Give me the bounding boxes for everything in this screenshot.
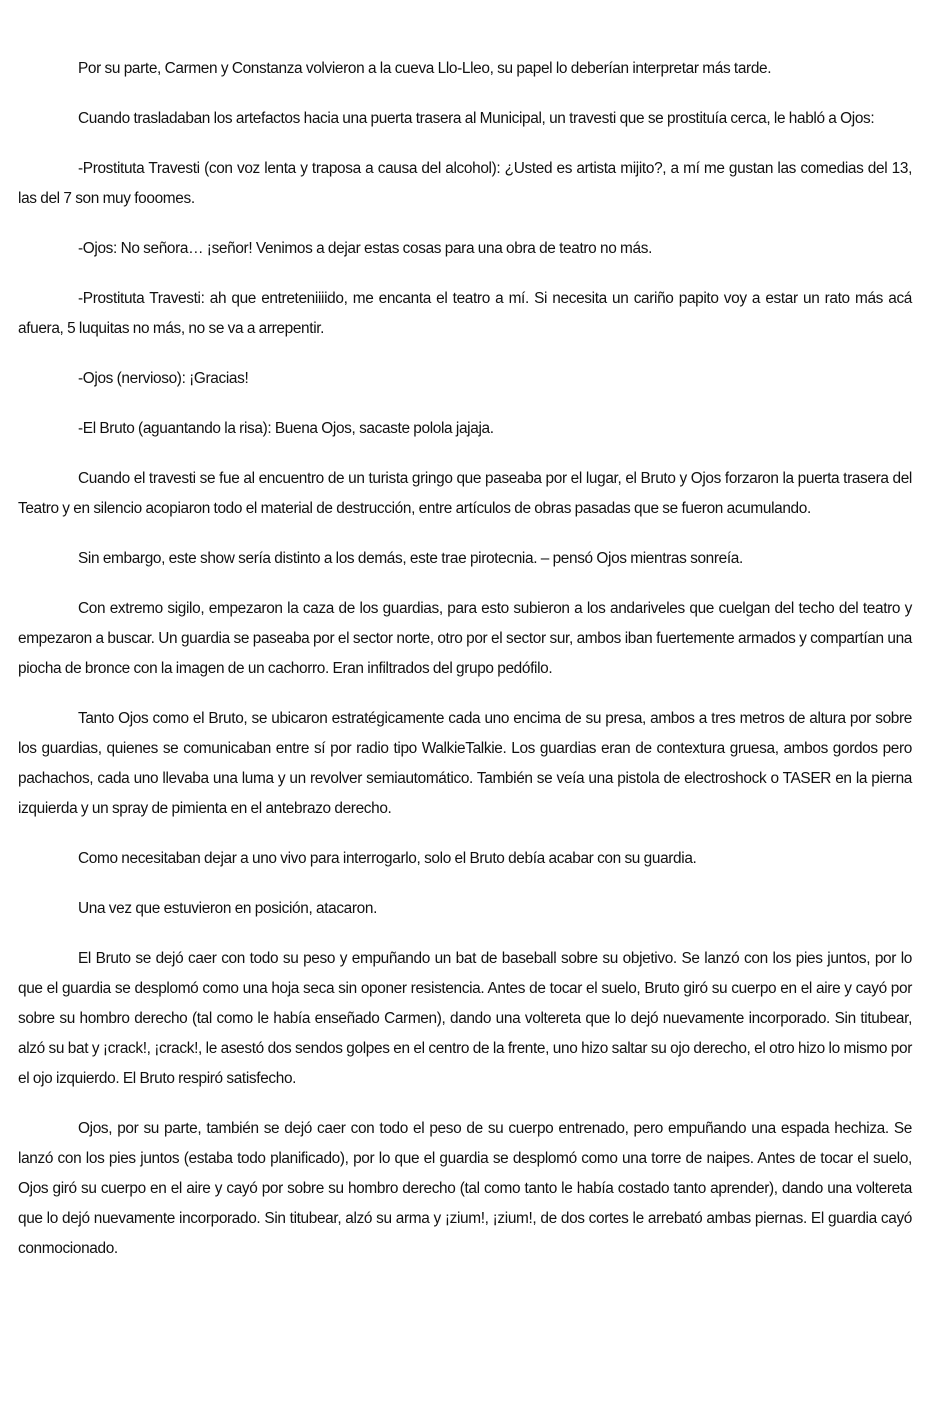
paragraph-6: -Ojos (nervioso): ¡Gracias! [78, 370, 249, 387]
paragraph-14: El Bruto se dejó caer con todo su peso y empuñando un bat de baseball sobre su objetivo. Se lanzó con los pies juntos, por lo que el guardia se desplomó como una hoja seca sin oponer resistencia. Antes de tocar el suelo, Bruto giró su cuerpo en el aire y cayó por sobre su hombro derecho (tal como le había enseñado Carmen), dando una voltereta que lo dejó nuevamente incorporado. Sin titubear, alzó su bat y ¡crack!, ¡crack!, le asestó dos sendos golpes en el centro de la frente, uno hizo saltar su ojo derecho, el otro hizo lo mismo por el ojo izquierdo. El Bruto respiró satisfecho. [18, 950, 912, 1087]
paragraph-7: -El Bruto (aguantando la risa): Buena Ojos, sacaste polola jajaja. [78, 420, 494, 437]
paragraph-10: Con extremo sigilo, empezaron la caza de los guardias, para esto subieron a los andariveles que cuelgan del techo del teatro y empezaron a buscar. Un guardia se paseaba por el sector norte, otro por el sector sur, ambos iban fuertemente armados y compartían una piocha de bronce con la imagen de un cachorro. Eran infiltrados del grupo pedófilo. [18, 600, 912, 677]
paragraph-5: -Prostituta Travesti: ah que entreteniiiido, me encanta el teatro a mí. Si necesita un cariño papito voy a estar un rato más acá afuera, 5 luquitas no más, no se va a arrepentir. [18, 290, 912, 337]
document-page [18, 54, 912, 1284]
paragraph-13: Una vez que estuvieron en posición, atacaron. [78, 900, 378, 917]
paragraph-8: Cuando el travesti se fue al encuentro de un turista gringo que paseaba por el lugar, el Bruto y Ojos forzaron la puerta trasera del Teatro y en silencio acopiaron todo el material de destrucción, entre artículos de obras pasadas que se fueron acumulando. [18, 470, 912, 517]
paragraph-4: -Ojos: No señora… ¡señor! Venimos a dejar estas cosas para una obra de teatro no más. [78, 240, 652, 257]
paragraph-9: Sin embargo, este show sería distinto a los demás, este trae pirotecnia. – pensó Ojos mientras sonreía. [78, 550, 743, 567]
paragraph-15: Ojos, por su parte, también se dejó caer con todo el peso de su cuerpo entrenado, pero empuñando una espada hechiza. Se lanzó con los pies juntos (estaba todo planificado), por lo que el guardia se desplomó como una torre de naipes. Antes de tocar el suelo, Ojos giró su cuerpo en el aire y cayó por sobre su hombro derecho (tal como tanto le había costado tanto aprender), dando una voltereta que lo dejó nuevamente incorporado. Sin titubear, alzó su arma y ¡zium!, ¡zium!, de dos cortes le arrebató ambas piernas. El guardia cayó conmocionado. [18, 1120, 912, 1257]
paragraph-11: Tanto Ojos como el Bruto, se ubicaron estratégicamente cada uno encima de su presa, ambos a tres metros de altura por sobre los guardias, quienes se comunicaban entre sí por radio tipo WalkieTalkie. Los guardias eran de contextura gruesa, ambos gordos pero pachachos, cada uno llevaba una luma y un revolver semiautomático. También se veía una pistola de electroshock o TASER en la pierna izquierda y un spray de pimienta en el antebrazo derecho. [18, 710, 912, 817]
paragraph-2: Cuando trasladaban los artefactos hacia una puerta trasera al Municipal, un travesti que se prostituía cerca, le habló a Ojos: [78, 110, 875, 127]
paragraph-3: -Prostituta Travesti (con voz lenta y traposa a causa del alcohol): ¿Usted es artista mijito?, a mí me gustan las comedias del 13, las del 7 son muy fooomes. [18, 160, 912, 207]
paragraph-1: Por su parte, Carmen y Constanza volvieron a la cueva Llo-Lleo, su papel lo deberían interpretar más tarde. [78, 60, 772, 77]
paragraph-12: Como necesitaban dejar a uno vivo para interrogarlo, solo el Bruto debía acabar con su guardia. [78, 850, 697, 867]
